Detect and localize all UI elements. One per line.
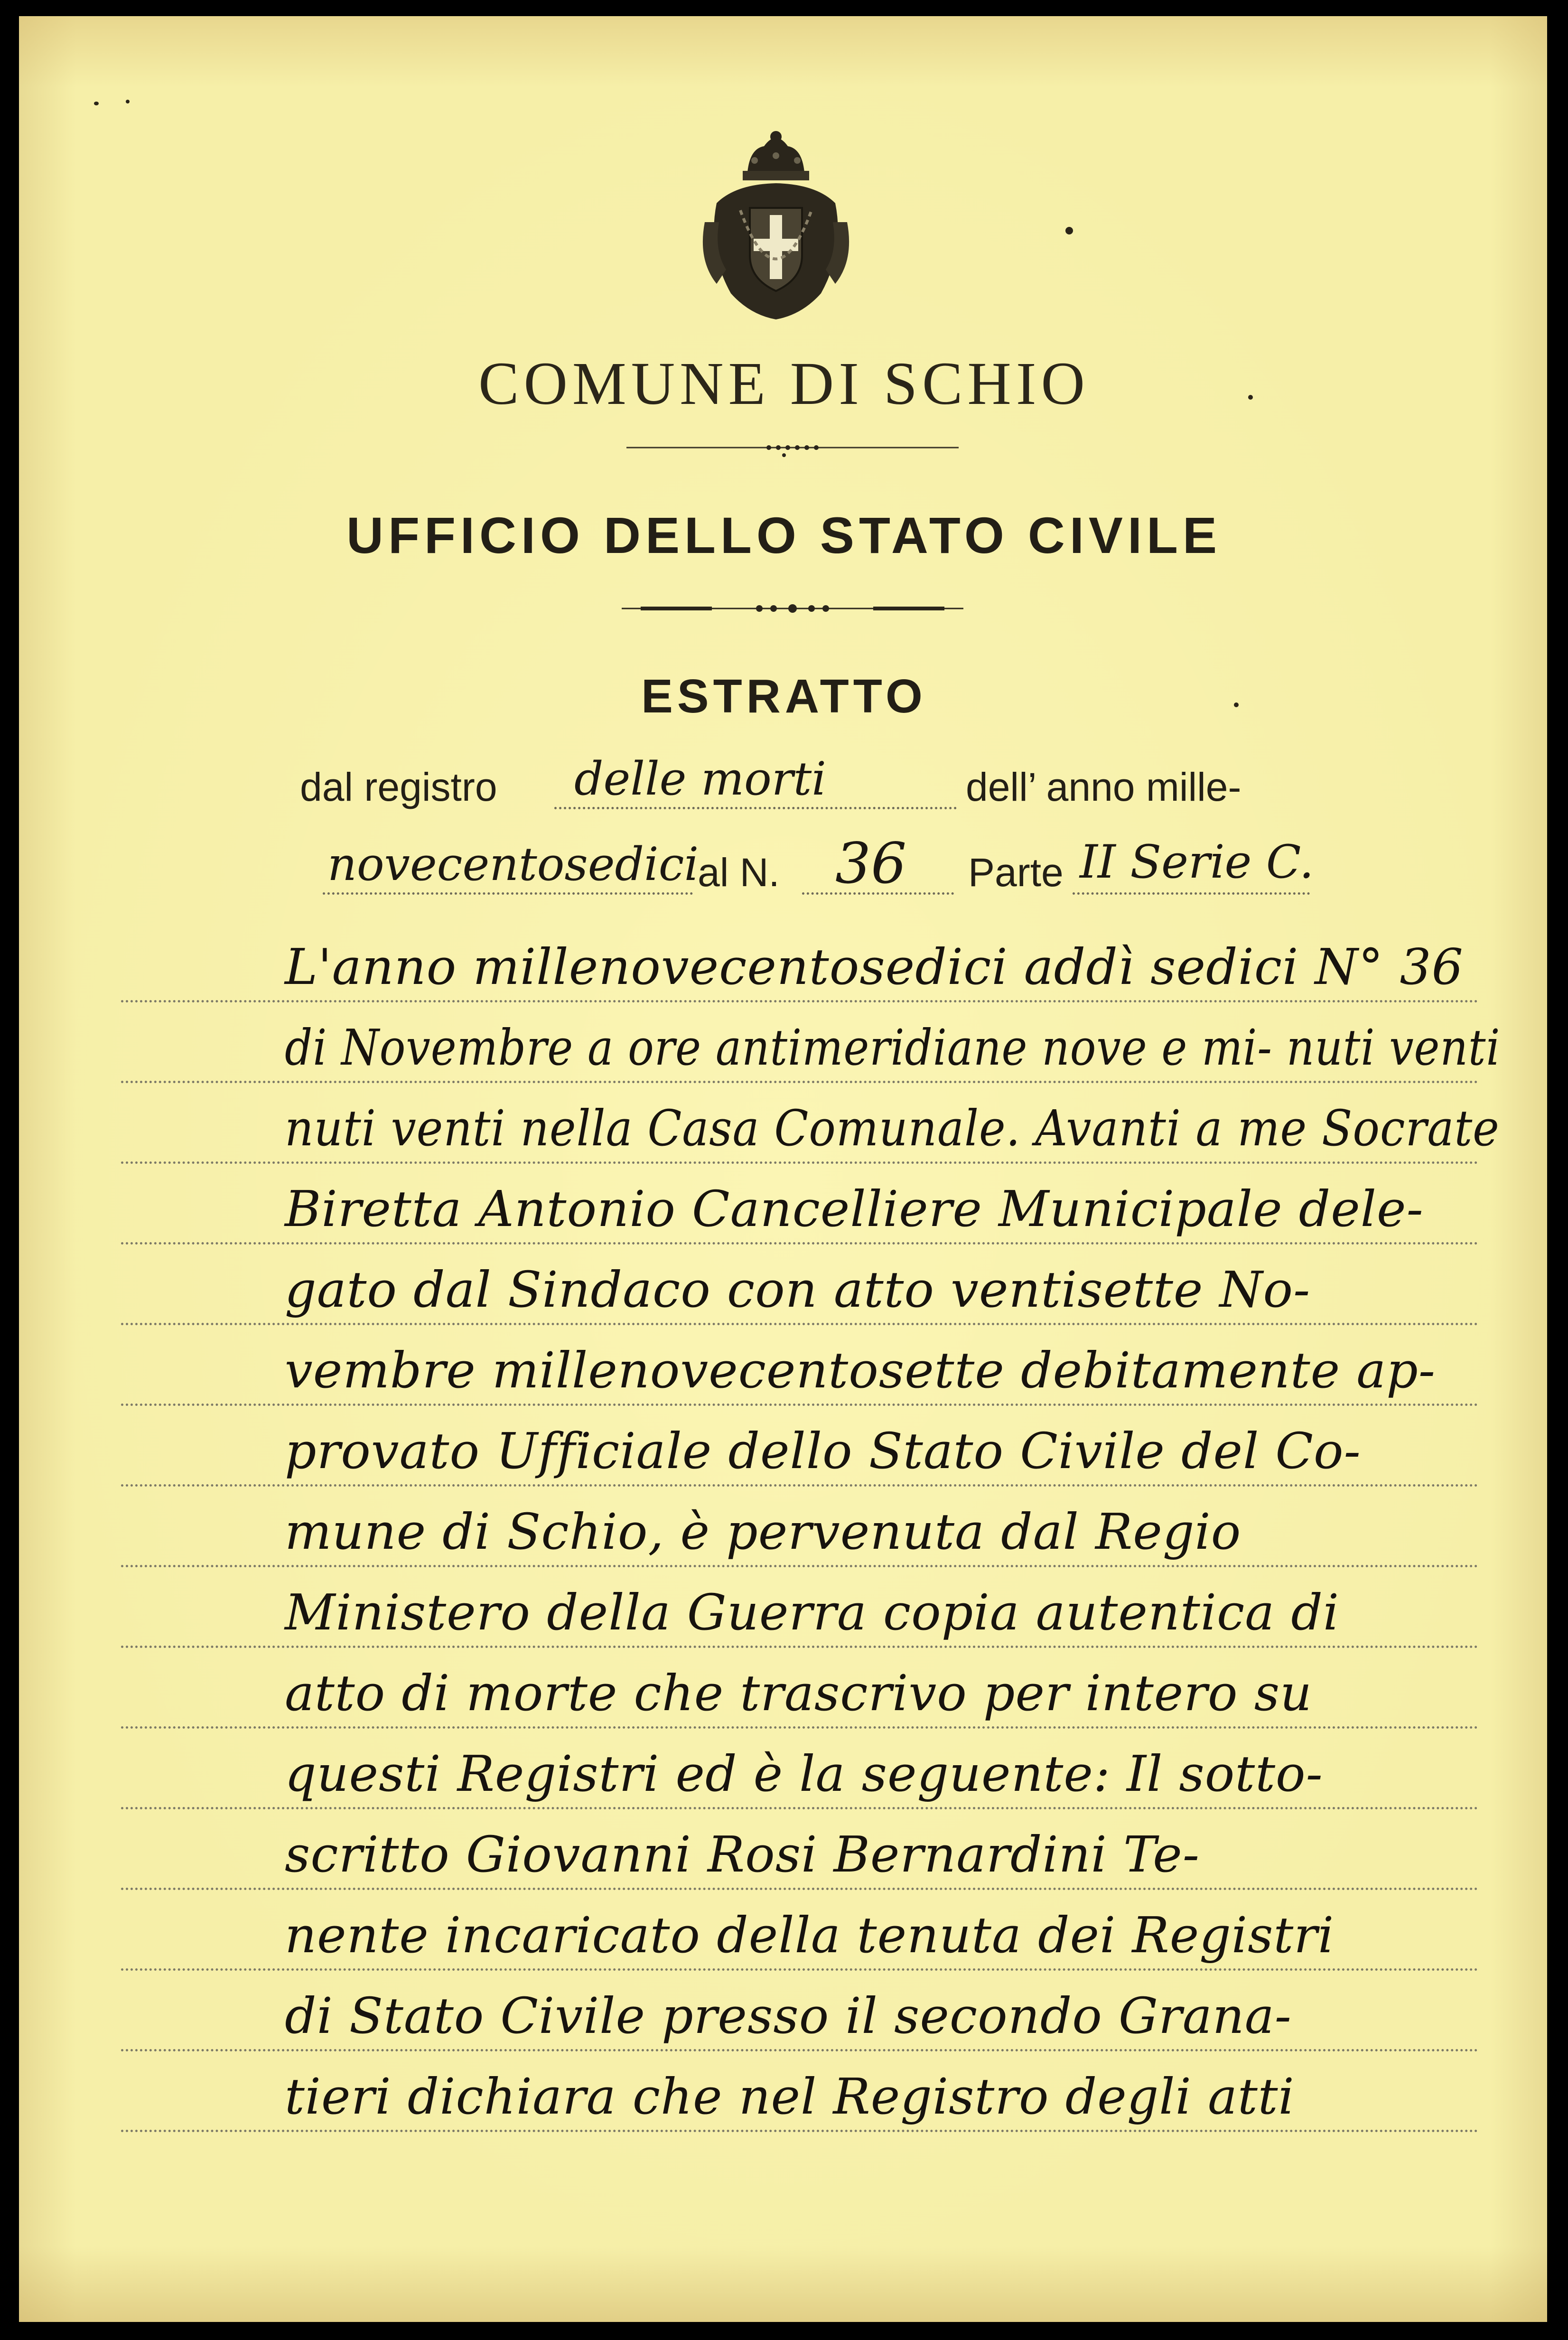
handwritten-line bbox=[0, 1490, 1568, 1571]
coat-of-arms-icon bbox=[698, 127, 854, 322]
handwritten-line bbox=[0, 1813, 1568, 1894]
handwritten-line bbox=[0, 926, 1568, 1006]
handwritten-line-text: tieri dichiara che nel Registro degli atti bbox=[285, 2068, 1295, 2125]
ink-speck bbox=[126, 100, 130, 103]
handwritten-line-text: vembre millenovecentosette debitamente ap- bbox=[285, 1341, 1436, 1399]
handwritten-line bbox=[0, 2055, 1568, 2136]
ink-speck bbox=[1065, 227, 1073, 234]
ruled-line bbox=[121, 1484, 1478, 1487]
fill-line bbox=[323, 892, 693, 895]
divider-ornament bbox=[626, 439, 959, 458]
ruled-line bbox=[121, 1646, 1478, 1648]
ruled-line bbox=[121, 1888, 1478, 1890]
handwritten-line-text: L'anno millenovecentosedici addì sedici N° 36 bbox=[285, 938, 1464, 996]
office-title: UFFICIO DELLO STATO CIVILE bbox=[346, 506, 1222, 564]
ruled-line bbox=[121, 1000, 1478, 1002]
year-value: novecentosedici bbox=[327, 838, 699, 891]
handwritten-line-text: Ministero della Guerra copia autentica di bbox=[285, 1583, 1340, 1641]
handwritten-line bbox=[0, 1168, 1568, 1248]
year-label: dell’ anno mille- bbox=[966, 765, 1241, 809]
fill-line bbox=[1073, 892, 1310, 895]
ruled-line bbox=[121, 1323, 1478, 1325]
ruled-line bbox=[121, 1565, 1478, 1567]
ruled-line bbox=[121, 1404, 1478, 1406]
ruled-line bbox=[121, 1081, 1478, 1083]
ruled-line bbox=[121, 1242, 1478, 1245]
ruled-line bbox=[121, 1726, 1478, 1729]
part-label: Parte bbox=[968, 850, 1064, 895]
handwritten-line-text: nente incaricato della tenuta dei Registri bbox=[285, 1906, 1335, 1964]
ink-speck bbox=[94, 102, 99, 105]
ruled-line bbox=[121, 2049, 1478, 2051]
handwritten-line bbox=[0, 1975, 1568, 2055]
handwritten-line-text: di Stato Civile presso il secondo Grana- bbox=[285, 1987, 1292, 2045]
handwritten-line-text: scritto Giovanni Rosi Bernardini Te- bbox=[285, 1825, 1200, 1883]
part-value: II Serie C. bbox=[1080, 835, 1314, 889]
ruled-line bbox=[121, 1161, 1478, 1164]
handwritten-line bbox=[0, 1652, 1568, 1732]
handwritten-line-text: di Novembre a ore antimeridiane nove e mi- nuti venti bbox=[285, 1019, 1501, 1076]
document-type-title: ESTRATTO bbox=[641, 670, 927, 723]
handwritten-line-text: Biretta Antonio Cancelliere Municipale dele- bbox=[285, 1180, 1424, 1238]
register-label: dal registro bbox=[300, 765, 497, 809]
handwritten-line bbox=[0, 1410, 1568, 1490]
handwritten-line bbox=[0, 1087, 1568, 1168]
handwritten-line-text: mune di Schio, è pervenuta dal Regio bbox=[285, 1503, 1241, 1561]
handwritten-line-text: nuti venti nella Casa Comunale. Avanti a me Socrate bbox=[285, 1099, 1500, 1157]
handwritten-line-text: atto di morte che trascrivo per intero su bbox=[285, 1664, 1313, 1722]
handwritten-line bbox=[0, 1571, 1568, 1652]
handwritten-line bbox=[0, 1732, 1568, 1813]
number-label: al N. bbox=[698, 850, 780, 895]
divider-ornament bbox=[622, 599, 963, 618]
ruled-line bbox=[121, 1968, 1478, 1971]
handwritten-line bbox=[0, 1329, 1568, 1410]
ruled-line bbox=[121, 2130, 1478, 2132]
register-type-value: delle morti bbox=[574, 752, 826, 805]
ruled-line bbox=[121, 1807, 1478, 1809]
handwritten-line-text: provato Ufficiale dello Stato Civile del Co- bbox=[285, 1422, 1361, 1480]
act-number-value: 36 bbox=[835, 831, 907, 896]
handwritten-line-text: gato dal Sindaco con atto ventisette No- bbox=[285, 1261, 1311, 1319]
handwritten-line bbox=[0, 1006, 1568, 1087]
handwritten-line bbox=[0, 1894, 1568, 1975]
handwritten-line bbox=[0, 1248, 1568, 1329]
fill-line bbox=[554, 807, 957, 809]
handwritten-line-text: questi Registri ed è la seguente: Il sotto- bbox=[285, 1745, 1323, 1803]
municipality-title: COMUNE DI SCHIO bbox=[478, 350, 1090, 417]
